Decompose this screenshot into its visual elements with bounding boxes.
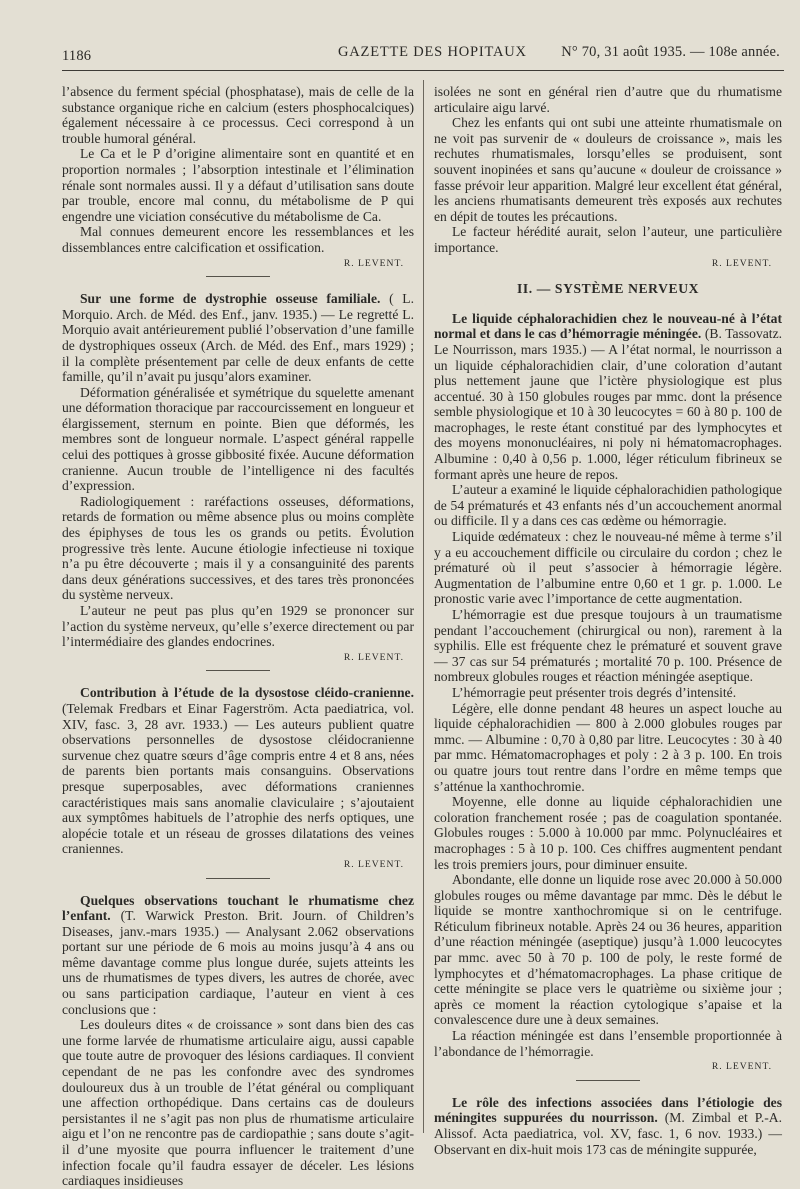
column-divider [423, 80, 424, 1133]
article-abstract [62, 291, 414, 385]
article-reference: ( L. Morquio. Arch. de Méd. des Enf., janv. 1935.) — [62, 291, 414, 322]
paragraph: L’auteur a examiné le liquide céphalorachidien pathologique de 54 prématurés et 43 enfants nés d’un accouchement anormal ou difficile. Il y a dans ces cas œdème ou hémorragie. [434, 482, 782, 529]
issue-info: N° 70, 31 août 1935. — 108e année. [561, 44, 780, 60]
paragraph: La réaction méningée est dans l’ensemble proportionnée à l’abondance de l’hémorragie. [434, 1028, 782, 1059]
paragraph: isolées ne sont en général rien d’autre que du rhumatisme articulaire aigu larvé. [434, 84, 782, 115]
article-text: Analysant 2.062 observations portant sur une période de 6 mois au moins jusqu’à 4 ans ou même davantage comme plus longue durée, sujets atteints les uns de rhumatismes de types divers, les autres de chorée, avec ou sans participation cardiaque, l’auteur en vient à ces conclusions que : [62, 923, 414, 1017]
article-reference: (Telemak Fredbars et Einar Fagerström. Acta paediatrica, vol. XIV, fasc. 3, 28 avr. 1933.) — [62, 700, 414, 732]
article-title: Sur une forme de dystrophie osseuse familiale. [80, 291, 381, 307]
article-abstract [434, 1095, 782, 1157]
author-signature: R. LEVENT. [343, 651, 404, 663]
paragraph: Mal connues demeurent encore les ressemblances et les dissemblances entre calcification et ossification. [62, 224, 414, 255]
article-reference: (T. Warwick Preston. Brit. Journ. of Children’s Diseases, janv.-mars 1935.) — [62, 908, 414, 939]
paragraph: Le facteur hérédité aurait, selon l’auteur, une particulière importance. [434, 224, 782, 255]
article-text: A l’état normal, le nourrisson a un liquide céphalorachidien clair, d’une coloration d’autant plus nettement jaune que l’ictère physiologique est plus accentué. 30 à 150 globules rouges par mmc. dont la présence semble physiologique et 10 à 30 leucocytes = 60 à 80 p. 100 de macrophages, le reste étant constitué par des lymphocytes et des moyens mononucléaires, ni poly ni hématomacrophages. Albumine : 0,40 à 0,56 p. 1.000, léger réticulum fibrineux se formant après une heure de repos. [434, 341, 782, 482]
header-rule [62, 70, 784, 71]
article-abstract [434, 311, 782, 483]
paragraph: L’auteur ne peut pas plus qu’en 1929 se prononcer sur l’action du système nerveux, qu’elle s’exerce directement ou par l’intermédiaire des glandes endocrines. [62, 603, 414, 650]
article-separator [206, 276, 270, 277]
paragraph: L’hémorragie est due presque toujours à un traumatisme pendant l’accouchement (chirurgical ou non), rarement à la syphilis. Elle est fréquente chez le prématuré et souvent grave — 37 cas sur 54 prématurés ; mortalité 70 p. 100. Présence de nombreux globules rouges et réaction méningée aseptique. [434, 607, 782, 685]
paragraph: L’hémorragie peut présenter trois degrés d’intensité. [452, 684, 737, 700]
article-title: Le rôle des infections associées dans l’étiologie des méningites suppurées du nourrisson. [434, 1094, 782, 1126]
article-separator [576, 1080, 640, 1081]
article-text: Observant en dix-huit mois 173 cas de méningite suppurée, [434, 1141, 757, 1157]
author-signature: R. LEVENT. [343, 858, 404, 870]
article-reference: (B. Tassovatz. Le Nourrisson, mars 1935.) — [434, 326, 783, 357]
journal-title: GAZETTE DES HOPITAUX [338, 44, 527, 60]
paragraph: Radiologiquement : raréfactions osseuses, déformations, retards de formation ou même absence plus ou moins complète des épiphyses de tous les os grands ou petits. Évolution progressive très lente. Aucune étiologie infectieuse ni toxique n’a pu être découverte ; mais il y a consanguinité des parents dans deux générations successives, et des tares très prononcées du système nerveux. [62, 493, 414, 603]
section-heading: II. — SYSTÈME NERVEUX [516, 281, 700, 297]
paragraph: Abondante, elle donne un liquide rose avec 20.000 à 50.000 globules rouges ou même davantage par mmc. Dès le début le liquide se montre xanthochromique si on le centrifuge. Réticulum fibrineux notable. Après 24 ou 36 heures, apparition d’une réaction méningée (aseptique) jusqu’à 1.000 leucocytes par mmc. avec 50 à 70 p. 100 de poly, le reste formé de lymphocytes et d’hématomacrophages. La phase critique de cette méningite se place vers le quatrième ou sixième jour ; après ce moment la réaction cytologique s’apaise et la convalescence dure une à deux semaines. [434, 872, 782, 1028]
article-separator [206, 878, 270, 879]
article-title: Quelques observations touchant le rhumatisme chez l’enfant. [62, 892, 414, 924]
article-text: Le regretté L. Morquio avait antérieurement publié l’observation d’une famille de dystrophiques osseux (Arch. de Méd. des Enf., mars 1929) ; il la complète présentement par celle de deux enfants de cette famille, qu’il n’avait pu jusqu’alors examiner. [62, 306, 414, 385]
paragraph: Moyenne, elle donne au liquide céphalorachidien une coloration franchement rosée ; pas de coagulation spontanée. Globules rouges : 5.000 à 10.000 par mmc. Polynucléaires et macrophages : 5 à 10 p. 100. Ces chiffres augmentent pendant les trois premiers jours, pour diminuer ensuite. [434, 794, 782, 872]
paragraph: Les douleurs dites « de croissance » sont dans bien des cas une forme larvée de rhumatisme articulaire aigu, aussi capable que toute autre de provoquer des lésions cardiaques. Il convient cependant de ne pas les confondre avec des syndromes douloureux dus à un trouble de l’état général ou compliquant une affection orthopédique. Dans certains cas de douleurs persistantes il ne s’agit pas non plus de rhumatisme articulaire aigu et l’on ne rencontre pas de cardiopathie ; sans doute s’agit-il d’une myosite que pourra influencer le traitement d’une infection focale qu’il faudra essayer de déceler. Les lésions cardiaques insidieuses [62, 1017, 414, 1189]
article-title: Le liquide céphalorachidien chez le nouveau-né à l’état normal et dans le cas d’hémorragie méningée. [434, 310, 782, 342]
article-title: Contribution à l’étude de la dysostose cléido-cranienne. [80, 685, 414, 701]
article-abstract [62, 685, 414, 857]
author-signature: R. LEVENT. [343, 257, 404, 269]
paragraph: Déformation généralisée et symétrique du squelette amenant une déformation thoracique par raccourcissement en longueur et élargissement, sternum en pointe. Bien que déformés, les membres sont de longueur normale. L’aspect général rappelle celui des pottiques à grosse gibbosité fixée. Aucune déformation cranienne. Aucun trouble de l’intelligence ni des facultés d’expression. [62, 384, 414, 494]
paragraph: Légère, elle donne pendant 48 heures un aspect louche au liquide céphalorachidien — 800 à 2.000 globules rouges par mmc. — Albumine : 0,70 à 0,80 par litre. Leucocytes : 30 à 40 par mmc. Hématomacrophages et poly : 2 à 3 p. 100. En trois ou quatre jours tout rentre dans l’ordre en même temps que s’atténue la xanthochromie. [434, 700, 782, 794]
article-abstract [62, 893, 414, 1018]
left-column [62, 84, 415, 1189]
author-signature: R. LEVENT. [711, 257, 772, 269]
paragraph: Chez les enfants qui ont subi une atteinte rhumatismale on ne voit pas survenir de « douleurs de croissance », mais les rechutes rhumatismales, lorsqu’elles se produisent, sont souvent inopinées et sans qu’aucune « douleur de croissance » fasse prévoir leur apparition. Malgré leur excellent état général, les anciens rhumatisants demeurent très exposés aux rechutes en dépit de toutes les précautions. [434, 115, 782, 224]
article-separator [206, 670, 270, 671]
author-signature: R. LEVENT. [711, 1061, 772, 1073]
article-text: Les auteurs publient quatre observations personnelles de dysostose cléidocranienne survenue chez quatre sœurs d’âge compris entre 4 et 8 ans, nées de parents bien portants mais consanguins. Observations presque superposables, avec déformations craniennes caractéristiques mais sans anomalie claviculaire ; s’ajoutaient aux symptômes habituels de l’atrophie des nerfs optiques, une alopécie totale et un réseau de grosses dilatations des veines craniennes. [62, 716, 415, 857]
paragraph: Liquide œdémateux : chez le nouveau-né même à terme s’il y a eu accouchement difficile ou circulaire du cordon ; chez le prématuré où il peut s’associer à hémorragie légère. Augmentation de l’albumine entre 0,60 et 1 gr. p. 1.000. Le pronostic varie avec l’importance de cette augmentation. [434, 529, 782, 607]
page-header [62, 44, 782, 66]
right-column [434, 84, 783, 1157]
article-reference: (M. Zimbal et P.-A. Alissof. Acta paediatrica, vol. XV, fasc. 1, 6 nov. 1933.) — [434, 1110, 782, 1141]
paragraph: l’absence du ferment spécial (phosphatase), mais de celle de la substance organique riche en calcium (esters phosphocalciques) également nécessaire à ce processus. Ceci correspond à un trouble humoral général. [62, 84, 414, 146]
paragraph: Le Ca et le P d’origine alimentaire sont en quantité et en proportion normales ; l’absorption intestinale et l’élimination rénale sont normales aussi. Il y a défaut d’utilisation sans doute par trouble, encore mal connu, du métabolisme de P qui engendre une viciation consécutive du métabolisme de Ca. [62, 146, 414, 224]
page-number: 1186 [62, 48, 92, 64]
